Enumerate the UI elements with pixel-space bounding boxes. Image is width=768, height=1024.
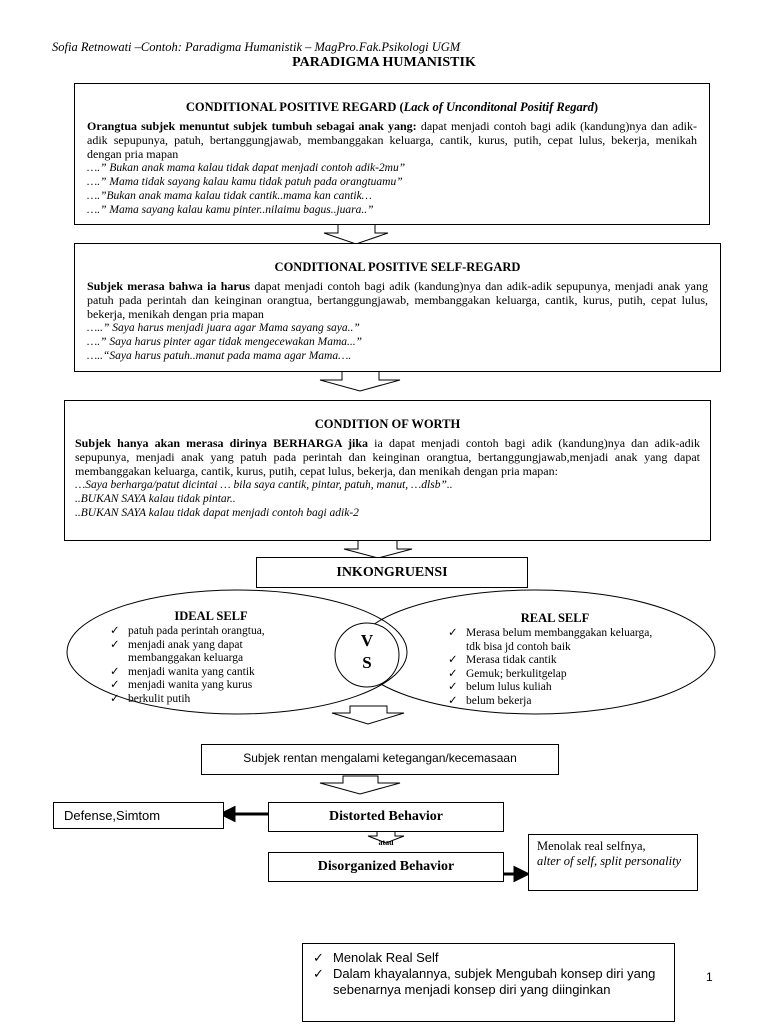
down-arrow-5 <box>320 776 400 794</box>
defense-box: Defense,Simtom <box>53 802 224 829</box>
box1-quote: ….” Mama sayang kalau kamu pinter..nilaimu bagus..juara..” <box>87 204 374 216</box>
atau-label: atau <box>378 838 394 847</box>
ideal-self-item: ✓ menjadi wanita yang kurus <box>110 679 253 691</box>
page-title: PARADIGMA HUMANISTIK <box>292 55 476 70</box>
box3-description: Subjek hanya akan merasa dirinya BERHARGA jika ia dapat menjadi contoh bagi adik (kandung)nya dan adik-adik sepupunya, menjadi anak yang patuh pada perintah dan keinginan orangtua, bertanggungjawab,menjadi anak yang dapat membanggakan keluarga, cantik, kurus, putih, cepat lulus, bekerja, dan menikah dengan pria mapan: <box>75 436 700 478</box>
alter-self-box <box>528 834 698 891</box>
box1-description: Orangtua subjek menuntut subjek tumbuh sebagai anak yang: dapat menjadi contoh bagi adik (kandung)nya dan adik-adik sepupunya, patuh, bertanggungjawab, membanggakan keluarga, cantik, kurus, putih, cepat lulus, bekerja, menikah dengan pria mapan <box>87 119 698 161</box>
down-arrow-2 <box>320 371 400 391</box>
ideal-self-item: ✓ menjadi wanita yang cantik <box>110 665 255 678</box>
bottom-item: ✓ Menolak Real Self <box>313 950 439 965</box>
check-icon: ✓ <box>448 694 458 707</box>
tension-box: Subjek rentan mengalami ketegangan/kecemasaan <box>201 744 559 775</box>
check-icon: ✓ <box>448 627 458 639</box>
check-icon: ✓ <box>313 966 324 981</box>
box2-title: CONDITIONAL POSITIVE SELF-REGARD <box>274 260 521 274</box>
vs-s: S <box>362 653 372 672</box>
inkongruensi-box: INKONGRUENSI <box>256 557 528 588</box>
check-icon: ✓ <box>448 681 458 693</box>
down-arrow-1 <box>324 224 388 244</box>
check-icon: ✓ <box>110 625 120 637</box>
box2-quote: …..“Saya harus patuh..manut pada mama agar Mama…. <box>87 350 352 362</box>
vs-v: V <box>360 631 374 650</box>
check-icon: ✓ <box>448 667 458 680</box>
down-arrow-4 <box>332 706 404 724</box>
bottom-list <box>313 950 664 998</box>
condition-of-worth-box <box>64 400 711 541</box>
box3-quote: ..BUKAN SAYA kalau tidak pintar.. <box>75 493 236 505</box>
distorted-behavior-box: Distorted Behavior <box>268 802 504 832</box>
real-self-list <box>444 627 666 708</box>
ideal-self-title: IDEAL SELF <box>174 609 248 623</box>
box1-quote: ….”Bukan anak mama kalau tidak cantik..mama kan cantik… <box>87 190 372 202</box>
page-number: 1 <box>706 970 713 984</box>
vs-label <box>345 630 389 674</box>
disorganized-behavior-box: Disorganized Behavior <box>268 852 504 882</box>
bottom-item: ✓ Dalam khayalannya, subjek Mengubah konsep diri yang sebenarnya menjadi konsep diri yang diinginkan <box>313 966 656 997</box>
box3-title: CONDITION OF WORTH <box>314 417 461 431</box>
ideal-self-item: ✓ berkulit putih <box>110 692 191 705</box>
down-arrow-3 <box>344 540 412 558</box>
real-self-title: REAL SELF <box>520 611 590 625</box>
box1-quote: ….” Mama tidak sayang kalau kamu tidak patuh pada orangtuamu” <box>87 176 403 188</box>
box2-quote: ….” Saya harus pinter agar tidak mengecewakan Mama...” <box>87 336 363 348</box>
alter-self-line: Menolak real selfnya, <box>537 839 646 853</box>
ideal-self-item: ✓ menjadi anak yang dapat membanggakan keluarga <box>110 638 244 664</box>
ideal-self-content <box>106 609 316 706</box>
check-icon: ✓ <box>110 692 120 705</box>
conditional-positive-regard-box <box>74 83 710 225</box>
bottom-summary-box <box>302 943 675 1022</box>
real-self-item: ✓ belum lulus kuliah <box>448 681 552 693</box>
box2-quote: …..” Saya harus menjadi juara agar Mama sayang saya..” <box>87 322 360 334</box>
real-self-content <box>444 611 666 708</box>
conditional-positive-self-regard-box <box>74 243 721 372</box>
check-icon: ✓ <box>110 665 120 678</box>
box1-quote: ….” Bukan anak mama kalau tidak dapat menjadi contoh adik-2mu” <box>87 162 406 174</box>
real-self-item: ✓ Merasa tidak cantik <box>448 654 557 666</box>
real-self-item: ✓ Gemuk; berkulitgelap <box>448 667 567 680</box>
box3-quote: ..BUKAN SAYA kalau tidak dapat menjadi contoh bagi adik-2 <box>75 507 359 519</box>
author-line: Sofia Retnowati –Contoh: Paradigma Humanistik – MagPro.Fak.Psikologi UGM <box>52 40 461 54</box>
box3-quote: …Saya berharga/patut dicintai … bila saya cantik, pintar, patuh, manut, …dlsb”.. <box>75 479 453 491</box>
check-icon: ✓ <box>110 679 120 691</box>
check-icon: ✓ <box>448 654 458 666</box>
box1-title: CONDITIONAL POSITIVE REGARD (Lack of Unconditonal Positif Regard) <box>185 100 599 114</box>
ideal-self-item: ✓ patuh pada perintah orangtua, <box>110 625 265 637</box>
alter-self-italic: alter of self, split personality <box>537 854 682 868</box>
real-self-item: ✓ belum bekerja <box>448 694 532 707</box>
check-icon: ✓ <box>110 638 120 651</box>
check-icon: ✓ <box>313 950 324 965</box>
ideal-self-list <box>106 625 316 706</box>
real-self-item: ✓ Merasa belum membanggakan keluarga, tdk bisa jd contoh baik <box>448 627 653 653</box>
box2-description: Subjek merasa bahwa ia harus dapat menjadi contoh bagi adik (kandung)nya dan adik-adik sepupunya, menjadi anak yang patuh pada perintah dan keinginan orangtua, bertanggungjawab, membanggakan keluarga, cantik, kurus, putih, cepat lulus, bekerja, menikah dengan pria mapan <box>87 279 708 321</box>
